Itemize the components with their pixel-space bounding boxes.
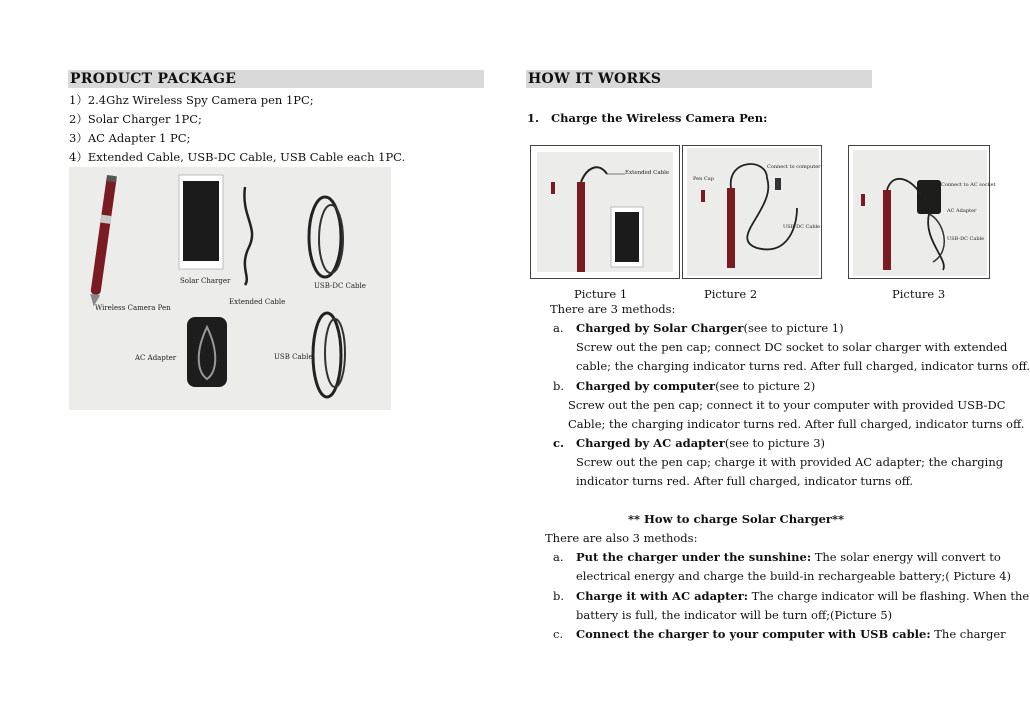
solar-b-marker: b. [553,589,565,603]
how-it-works-heading: HOW IT WORKS [526,70,872,88]
solar-a-title: Put the charger under the sunshine: [576,550,812,564]
step-1-heading: 1. Charge the Wireless Camera Pen: [527,111,768,125]
method-c-suffix: (see to picture 3) [724,436,826,450]
solar-a-marker: a. [553,550,564,564]
package-item-4: 4）Extended Cable, USB-DC Cable, USB Cable each 1PC. [69,150,406,164]
method-a-line-1: Screw out the pen cap; connect DC socket to solar charger with extended [576,340,1008,354]
caption-picture-2: Picture 2 [704,287,758,301]
method-c-line-2: indicator turns red. After full charged, indicator turns off. [576,474,914,488]
caption-picture-3: Picture 3 [892,287,946,301]
label-usb-cable: USB Cable [274,353,313,361]
pic3-label-usb-dc: USB-DC Cable [947,236,985,242]
picture-2-frame [682,145,822,279]
label-extended-cable: Extended Cable [229,298,286,306]
solar-intro: There are also 3 methods: [545,531,698,545]
solar-c-line-1 [576,627,1006,641]
label-ac-adapter: AC Adapter [135,354,177,362]
solar-b-title: Charge it with AC adapter: [576,589,749,603]
method-b-line-2: Cable; the charging indicator turns red. After full charged, indicator turns off. [568,417,1025,431]
solar-c-title: Connect the charger to your computer with USB cable: [576,627,931,641]
solar-b-line-1 [576,589,1029,603]
product-package-heading: PRODUCT PACKAGE [68,70,484,88]
method-b-marker: b. [553,379,565,393]
method-a-line-2: cable; the charging indicator turns red. After full charged, indicator turns off. [576,359,1030,373]
solar-b-line-2: battery is full, the indicator will be turn off;(Picture 5) [576,608,893,622]
method-a-suffix: (see to picture 1) [743,321,844,335]
pic3-label-connect-ac: Connect to AC socket [941,182,996,188]
label-solar-charger: Solar Charger [180,277,231,285]
methods-intro: There are 3 methods: [550,302,676,316]
method-c-line-1: Screw out the pen cap; charge it with provided AC adapter; the charging [576,455,1004,469]
pic2-label-connect-computer: Connect to computer [767,164,821,170]
pic1-label-extended-cable: Extended Cable [625,170,670,176]
package-item-2: 2）Solar Charger 1PC; [69,112,202,126]
method-c-heading [576,436,825,450]
product-package-photo [69,167,391,410]
method-c-title: Charged by AC adapter [576,436,725,450]
solar-a-line-1 [576,550,1001,564]
method-b-line-1: Screw out the pen cap; connect it to your computer with provided USB-DC [568,398,1006,412]
label-wireless-camera-pen: Wireless Camera Pen [95,304,171,312]
solar-c-marker: c. [553,627,564,641]
pic2-label-pen-cap: Pen Cap [693,176,714,182]
method-c-marker: c. [553,436,565,450]
solar-b-text: The charge indicator will be flashing. When the [751,589,1030,603]
method-a-marker: a. [553,321,564,335]
solar-c-text: The charger [934,627,1006,641]
solar-a-text: The solar energy will convert to [814,550,1001,564]
method-a-title: Charged by Solar Charger [576,321,744,335]
method-b-suffix: (see to picture 2) [715,379,816,393]
solar-heading: ** How to charge Solar Charger** [628,512,845,526]
picture-1-frame [530,145,680,279]
picture-3-frame [848,145,996,279]
pic2-label-usb-dc: USB-DC Cable [783,224,821,230]
label-usb-dc-cable: USB-DC Cable [314,282,366,290]
solar-a-line-2: electrical energy and charge the build-in rechargeable battery;( Picture 4) [576,569,1012,583]
caption-picture-1: Picture 1 [574,287,628,301]
package-item-1: 1）2.4Ghz Wireless Spy Camera pen 1PC; [69,93,314,107]
package-item-3: 3）AC Adapter 1 PC; [69,131,191,145]
method-b-title: Charged by computer [576,379,716,393]
pic3-label-ac-adapter: AC Adapter [947,208,977,214]
method-a-heading [576,321,844,335]
method-b-heading [576,379,815,393]
